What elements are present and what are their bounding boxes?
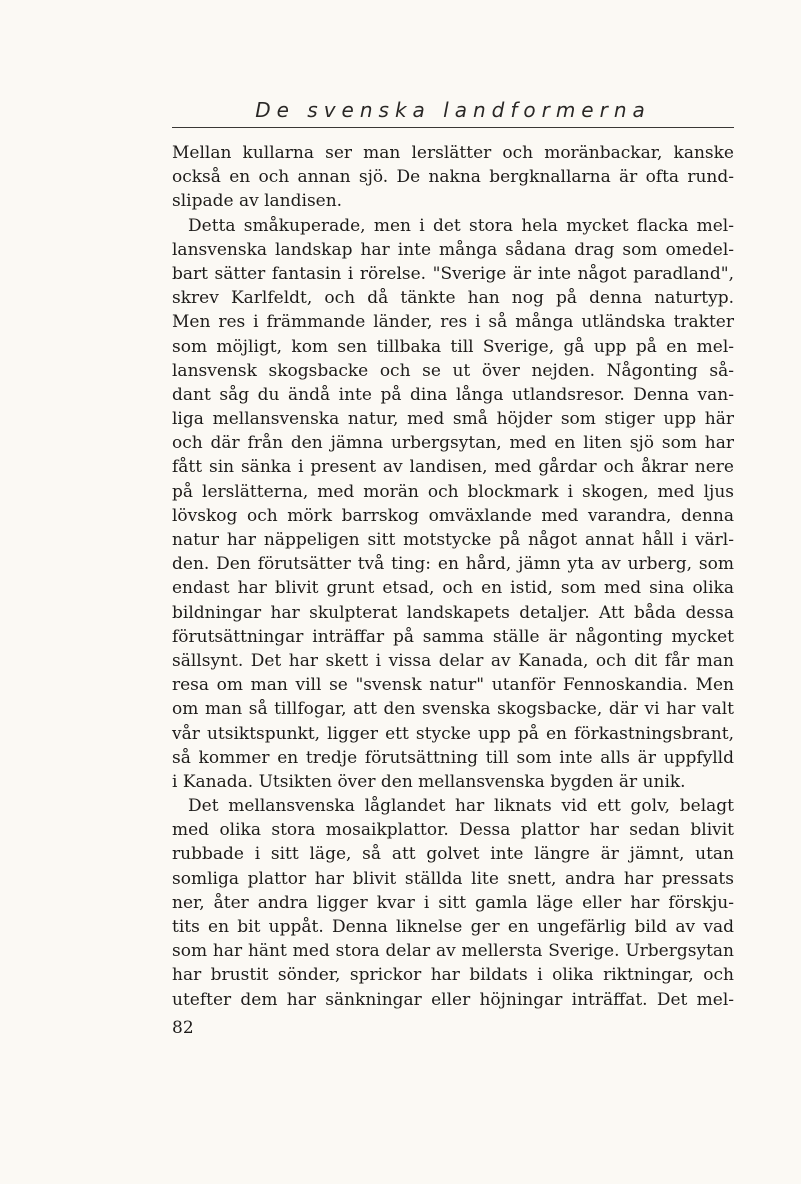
text-line: bart sätter fantasin i rörelse. "Sverige är inte något paradland", — [172, 263, 734, 284]
text-line: fått sin sänka i present av landisen, med gårdar och åkrar nere — [172, 457, 734, 478]
text-line: lansvenska landskap har inte många sådana drag som omedel- — [172, 239, 734, 260]
text-line: dant såg du ändå inte på dina långa utlandsresor. Denna van- — [172, 384, 734, 405]
text-line: Mellan kullarna ser man lerslätter och moränbackar, kanske — [172, 143, 734, 163]
text-line: den. Den förutsätter två ting: en hård, jämn yta av urberg, som — [172, 554, 734, 575]
text-line: somliga plattor har blivit ställda lite snett, andra har pressats — [172, 868, 734, 889]
text-line: natur har näppeligen sitt motstycke på något annat håll i värl- — [172, 530, 734, 550]
text-line: sällsynt. Det har skett i vissa delar av Kanada, och dit får man — [172, 650, 734, 671]
text-line: tits en bit uppåt. Denna liknelse ger en ungefärlig bild av vad — [172, 917, 734, 937]
running-head: De svenska landformerna — [255, 98, 651, 122]
text-line: Men res i främmande länder, res i så många utländska trakter — [172, 312, 734, 333]
text-line: endast har blivit grunt etsad, och en istid, som med sina olika — [172, 578, 734, 599]
text-line: också en och annan sjö. De nakna bergknallarna är ofta rund- — [172, 167, 734, 188]
text-line: ner, åter andra ligger kvar i sitt gamla läge eller har förskju- — [172, 892, 734, 913]
text-line: lövskog och mörk barrskog omväxlande med varandra, denna — [172, 505, 734, 526]
page-number: 82 — [172, 1018, 194, 1038]
text-line: så kommer en tredje förutsättning till som inte alls är uppfylld — [172, 747, 734, 768]
text-line: skrev Karlfeldt, och då tänkte han nog på denna naturtyp. — [172, 288, 734, 309]
text-line: om man så tillfogar, att den svenska skogsbacke, där vi har valt — [172, 699, 734, 720]
text-line: förutsättningar inträffar på samma ställe är någonting mycket — [172, 626, 734, 647]
text-line: Det mellansvenska låglandet har liknats vid ett golv, belagt — [188, 796, 734, 817]
text-line: med olika stora mosaikplattor. Dessa plattor har sedan blivit — [172, 820, 734, 841]
text-line: liga mellansvenska natur, med små höjder som stiger upp här — [172, 409, 734, 430]
header-rule — [172, 127, 734, 128]
text-line: i Kanada. Utsikten över den mellansvenska bygden är unik. — [172, 771, 686, 792]
text-line: på lerslätterna, med morän och blockmark i skogen, med ljus — [172, 481, 734, 502]
text-line: som har hänt med stora delar av mellersta Sverige. Urbergsytan — [172, 941, 734, 962]
text-line: lansvensk skogsbacke och se ut över nejden. Någonting så- — [172, 360, 734, 381]
text-line: som möjligt, kom sen tillbaka till Sverige, gå upp på en mel- — [172, 336, 734, 357]
text-line: och där från den jämna urbergsytan, med en liten sjö som har — [172, 433, 734, 454]
text-line: rubbade i sitt läge, så att golvet inte längre är jämnt, utan — [172, 844, 734, 865]
text-line: har brustit sönder, sprickor har bildats i olika riktningar, och — [172, 965, 734, 986]
text-line: Detta småkuperade, men i det stora hela mycket flacka mel- — [188, 215, 734, 236]
text-line: utefter dem har sänkningar eller höjningar inträffat. Det mel- — [172, 989, 734, 1010]
text-line: vår utsiktspunkt, ligger ett stycke upp på en förkastningsbrant, — [172, 723, 734, 744]
body-text — [172, 141, 734, 1012]
text-line: slipade av landisen. — [172, 191, 343, 212]
text-line: bildningar har skulpterat landskapets detaljer. Att båda dessa — [172, 602, 734, 623]
text-line: resa om man vill se "svensk natur" utanför Fennoskandia. Men — [172, 675, 734, 696]
